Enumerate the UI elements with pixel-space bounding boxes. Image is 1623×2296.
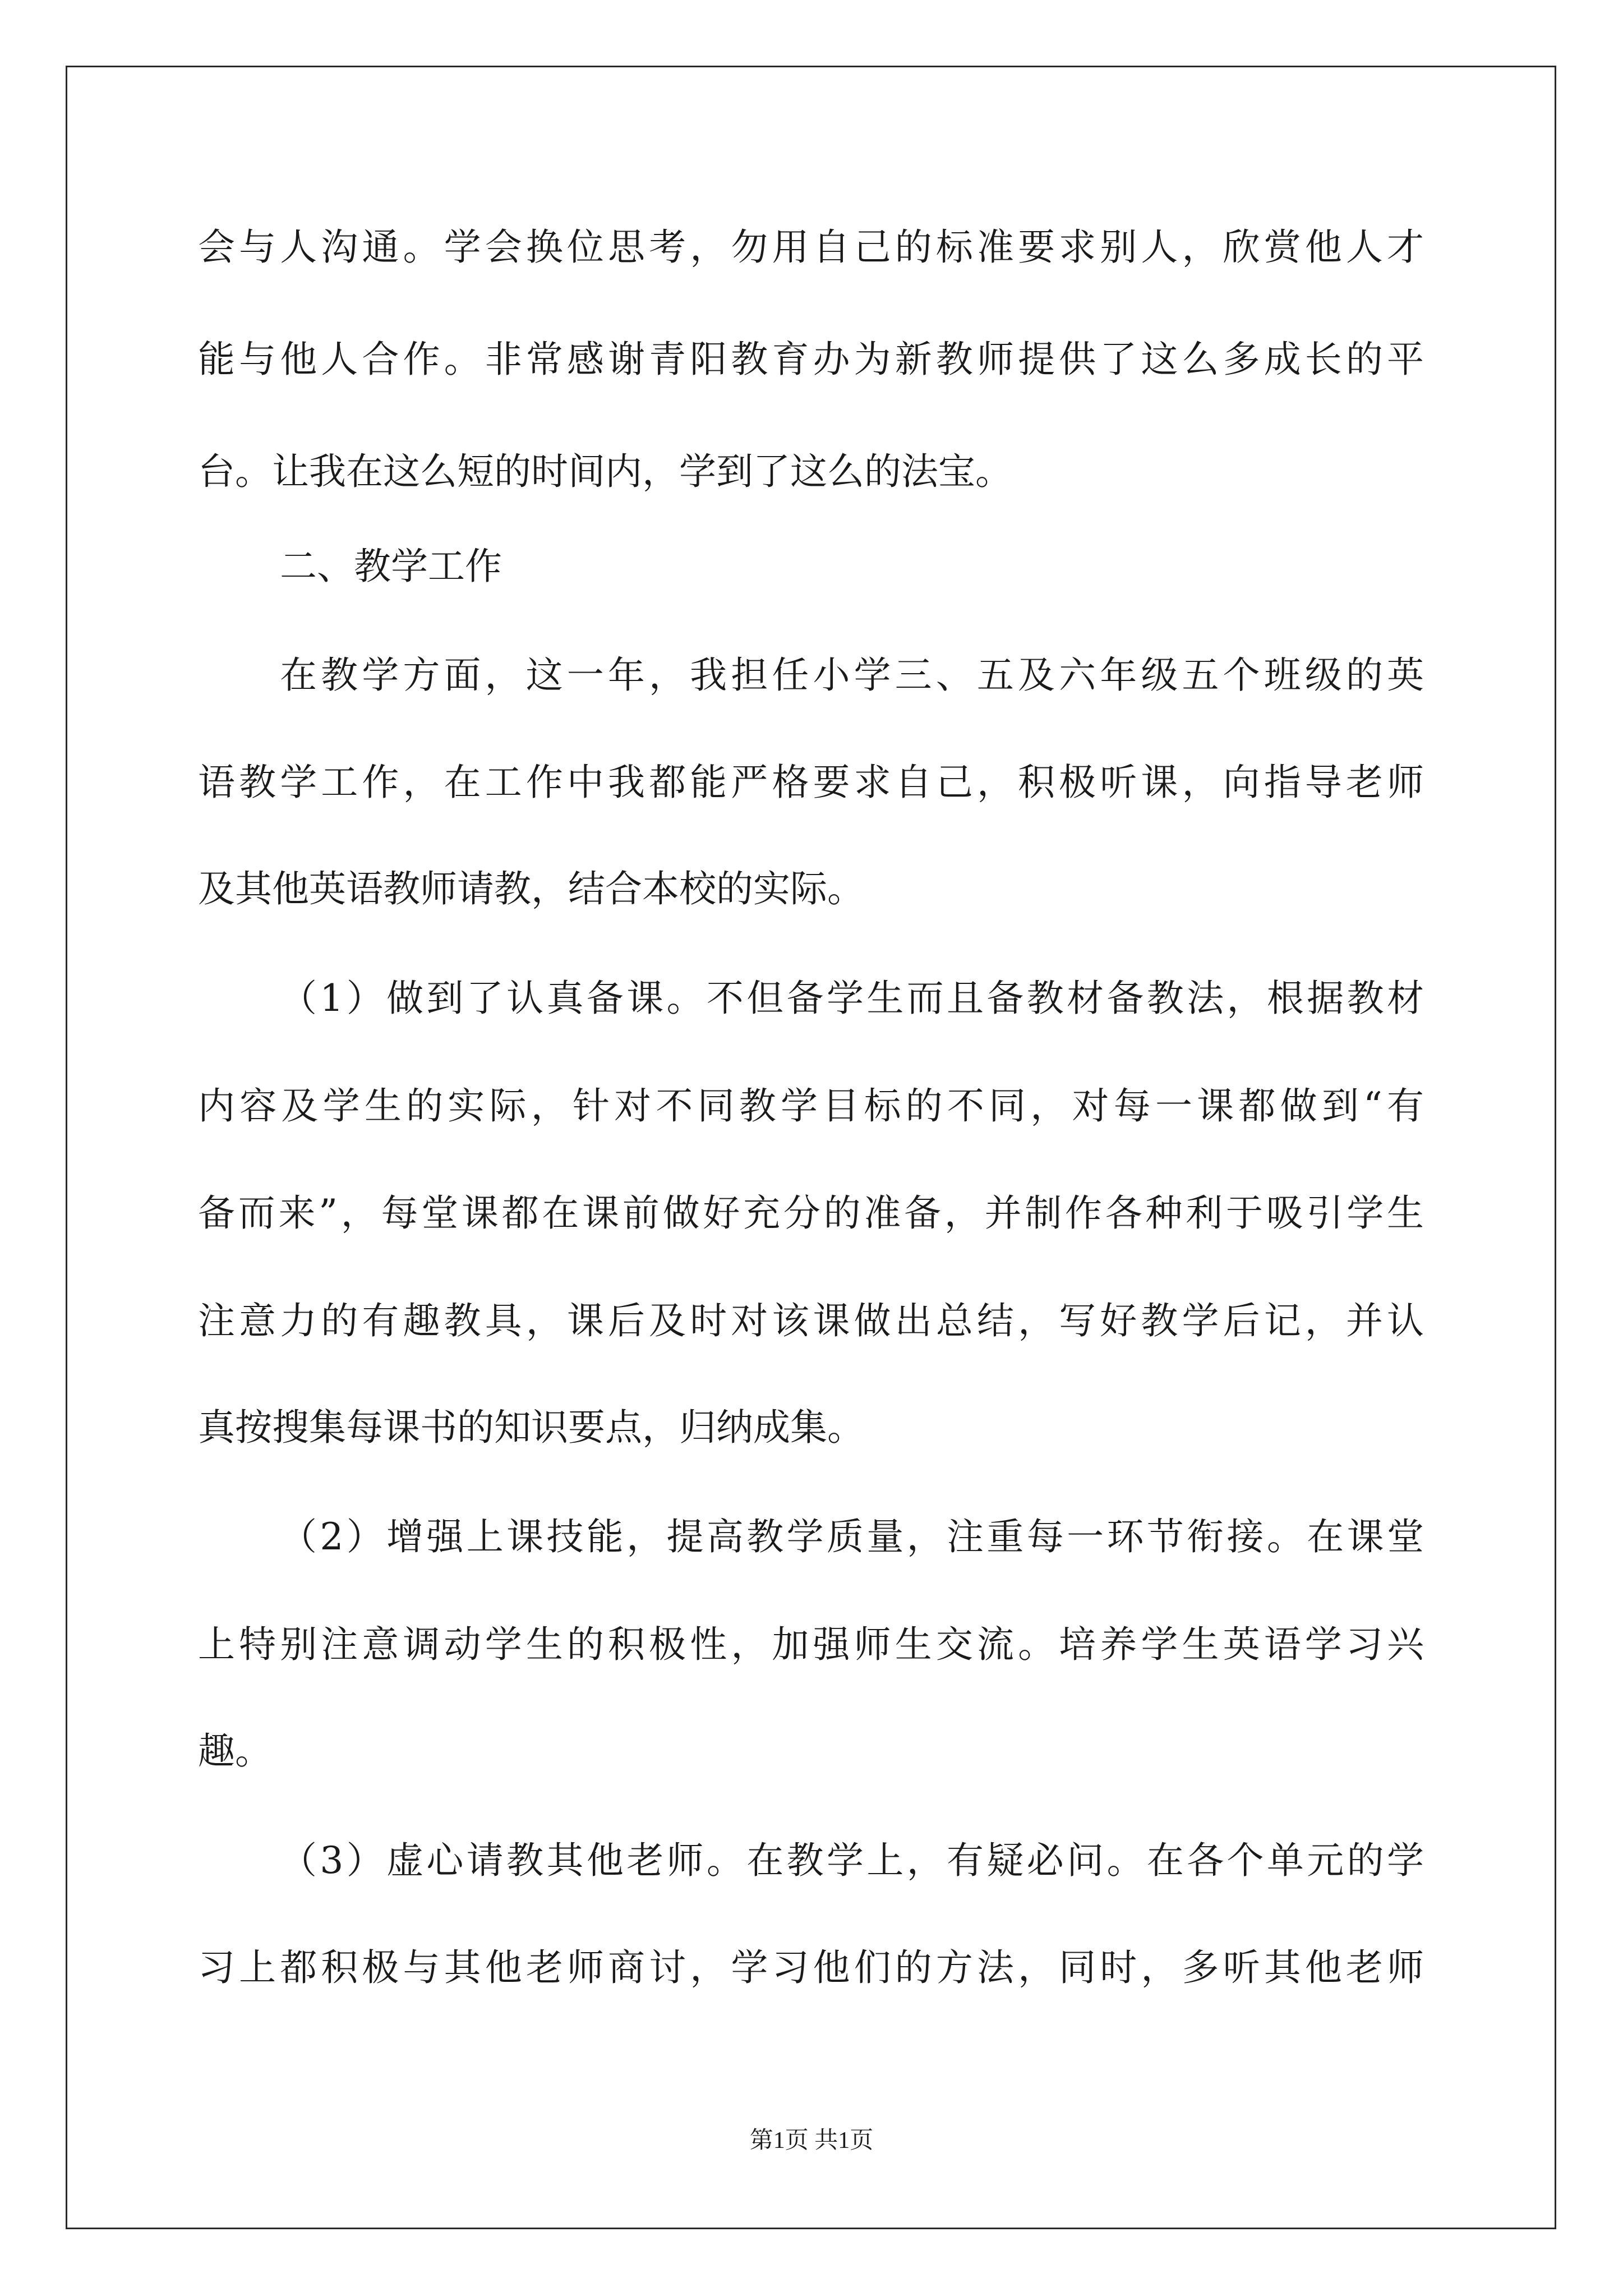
text-line: （3）虚心请教其他老师。在教学上，有疑必问。在各个单元的学 — [280, 1839, 1424, 1882]
page-border — [66, 66, 1556, 2229]
text-line: 语教学工作，在工作中我都能严格要求自己，积极听课，向指导老师 — [198, 761, 1424, 804]
section-heading: 二、教学工作 — [280, 545, 502, 588]
text-line: （1）做到了认真备课。不但备学生而且备教材备教法，根据教材 — [280, 977, 1424, 1020]
text-line: 上特别注意调动学生的积极性，加强师生交流。培养学生英语学习兴 — [198, 1623, 1424, 1666]
text-line: 台。让我在这么短的时间内，学到了这么的法宝。 — [198, 450, 1012, 493]
text-line: 能与他人合作。非常感谢青阳教育办为新教师提供了这么多成长的平 — [198, 338, 1424, 381]
text-line: 会与人沟通。学会换位思考，勿用自己的标准要求别人，欣赏他人才 — [198, 226, 1424, 269]
page-number-footer: 第1页 共1页 — [749, 2128, 874, 2154]
text-line: 内容及学生的实际，针对不同教学目标的不同，对每一课都做到“有 — [198, 1084, 1424, 1128]
text-line: 在教学方面，这一年，我担任小学三、五及六年级五个班级的英 — [280, 654, 1424, 697]
text-line: （2）增强上课技能，提高教学质量，注重每一环节衔接。在课堂 — [280, 1515, 1424, 1558]
text-line: 真按搜集每课书的知识要点，归纳成集。 — [198, 1406, 864, 1449]
text-line: 习上都积极与其他老师商讨，学习他们的方法，同时，多听其他老师 — [198, 1946, 1424, 1989]
text-line: 注意力的有趣教具，课后及时对该课做出总结，写好教学后记，并认 — [198, 1299, 1424, 1342]
text-line: 趣。 — [198, 1729, 272, 1773]
text-line: 备而来”，每堂课都在课前做好充分的准备，并制作各种利于吸引学生 — [198, 1191, 1424, 1235]
text-line: 及其他英语教师请教，结合本校的实际。 — [198, 867, 864, 910]
